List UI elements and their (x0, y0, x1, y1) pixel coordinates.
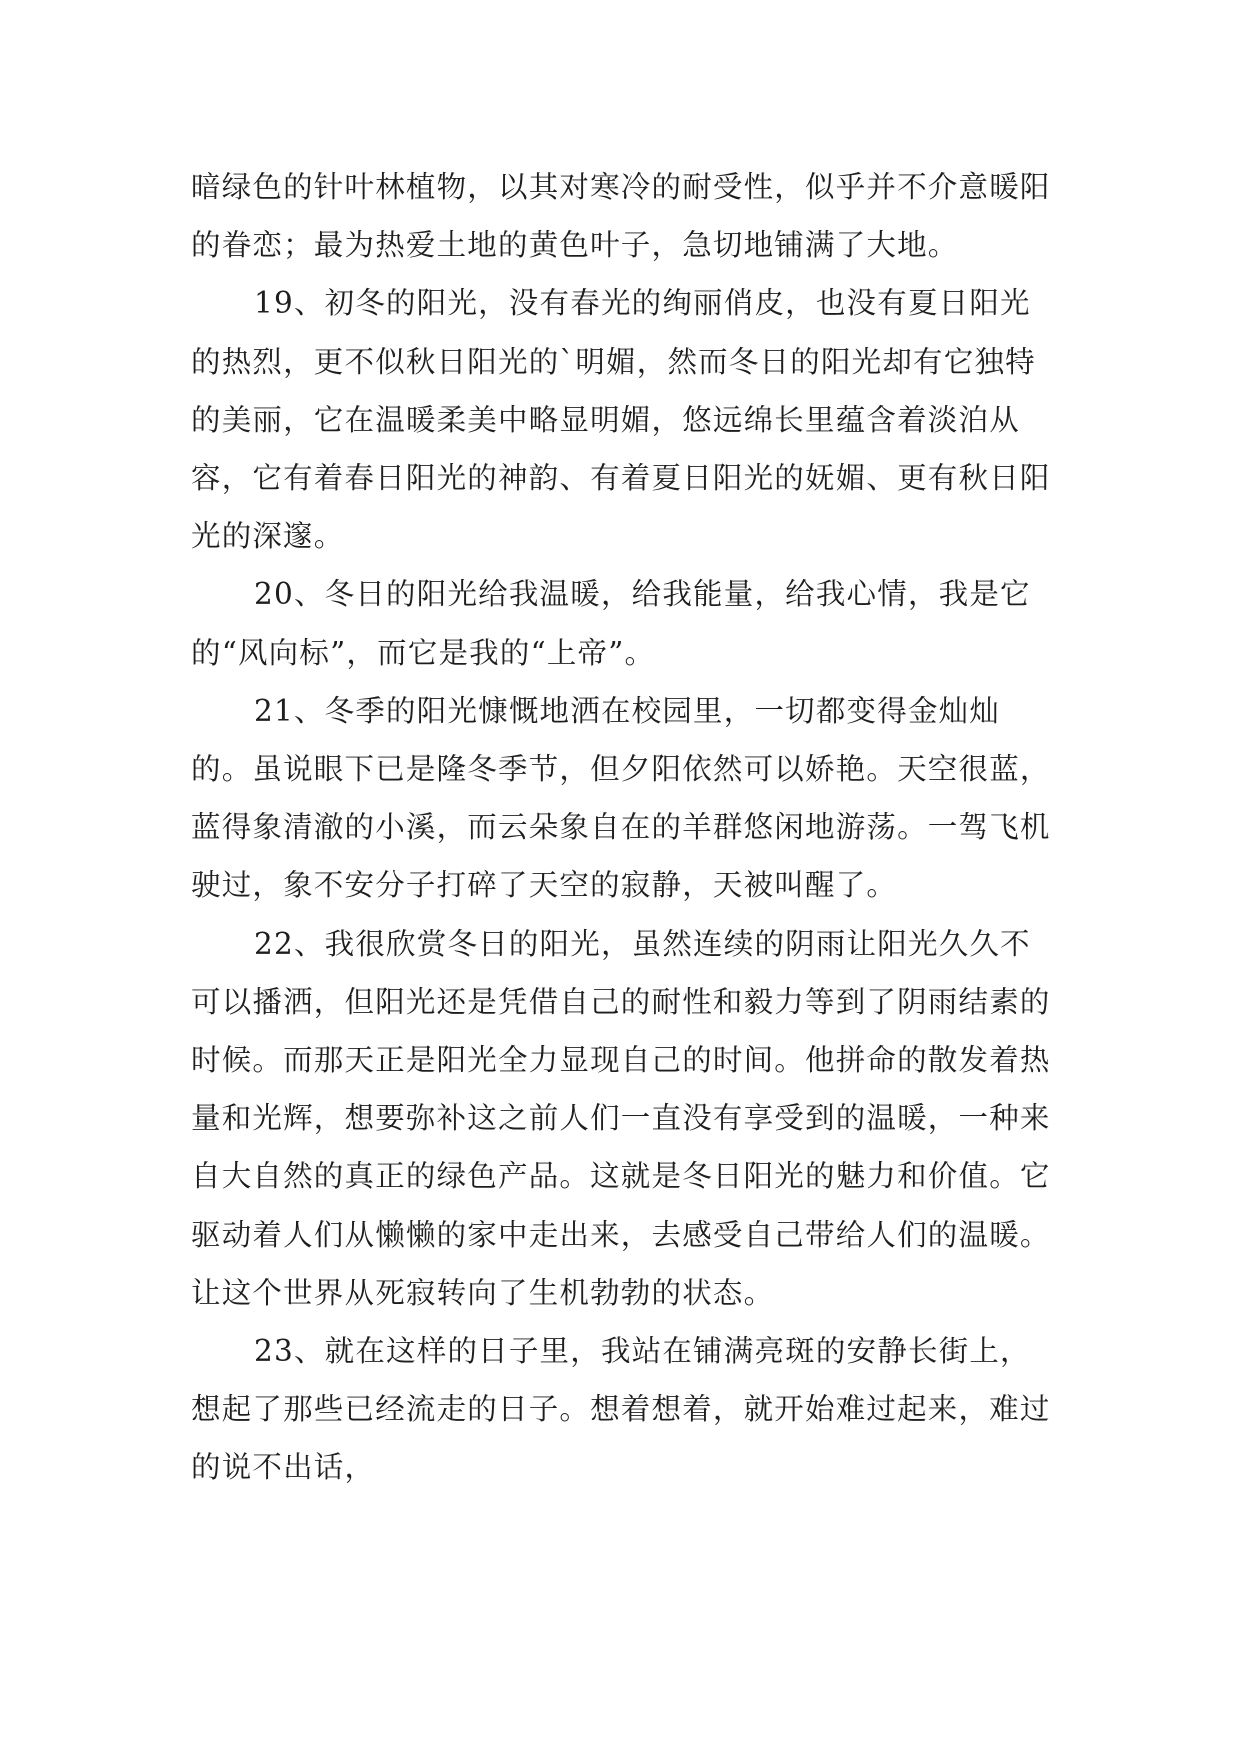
paragraph-19: 19、初冬的阳光，没有春光的绚丽俏皮，也没有夏日阳光的热烈，更不似秋日阳光的`明媚，然而冬日的阳光却有它独特的美丽，它在温暖柔美中略显明媚，悠远绵长里蕴含着淡泊从容，它有着春日阳光的神韵、有着夏日阳光的妩媚、更有秋日阳光的深邃。 (191, 286, 1051, 554)
paragraph-21: 21、冬季的阳光慷慨地洒在校园里，一切都变得金灿灿的。虽说眼下已是隆冬季节，但夕阳依然可以娇艳。天空很蓝，蓝得象清澈的小溪，而云朵象自在的羊群悠闲地游荡。一驾飞机驶过，象不安分子打碎了天空的寂静，天被叫醒了。 (191, 693, 1051, 903)
paragraph-23: 23、就在这样的日子里，我站在铺满亮斑的安静长街上，想起了那些已经流走的日子。想着想着，就开始难过起来，难过的说不出话， (191, 1334, 1051, 1485)
paragraph-20: 20、冬日的阳光给我温暖，给我能量，给我心情，我是它的“风向标”，而它是我的“上帝”。 (191, 577, 1031, 670)
paragraph-22: 22、我很欣赏冬日的阳光，虽然连续的阴雨让阳光久久不可以播洒，但阳光还是凭借自己的耐性和毅力等到了阴雨结素的时候。而那天正是阳光全力显现自己的时间。他拼命的散发着热量和光辉，想要弥补这之前人们一直没有享受到的温暖，一种来自大自然的真正的绿色产品。这就是冬日阳光的魅力和价值。它驱动着人们从懒懒的家中走出来，去感受自己带给人们的温暖。让这个世界从死寂转向了生机勃勃的状态。 (191, 926, 1051, 1310)
paragraph-intro: 暗绿色的针叶林植物，以其对寒冷的耐受性，似乎并不介意暖阳的眷恋；最为热爱土地的黄色叶子，急切地铺满了大地。 (191, 170, 1051, 263)
document-body (191, 158, 1061, 1497)
